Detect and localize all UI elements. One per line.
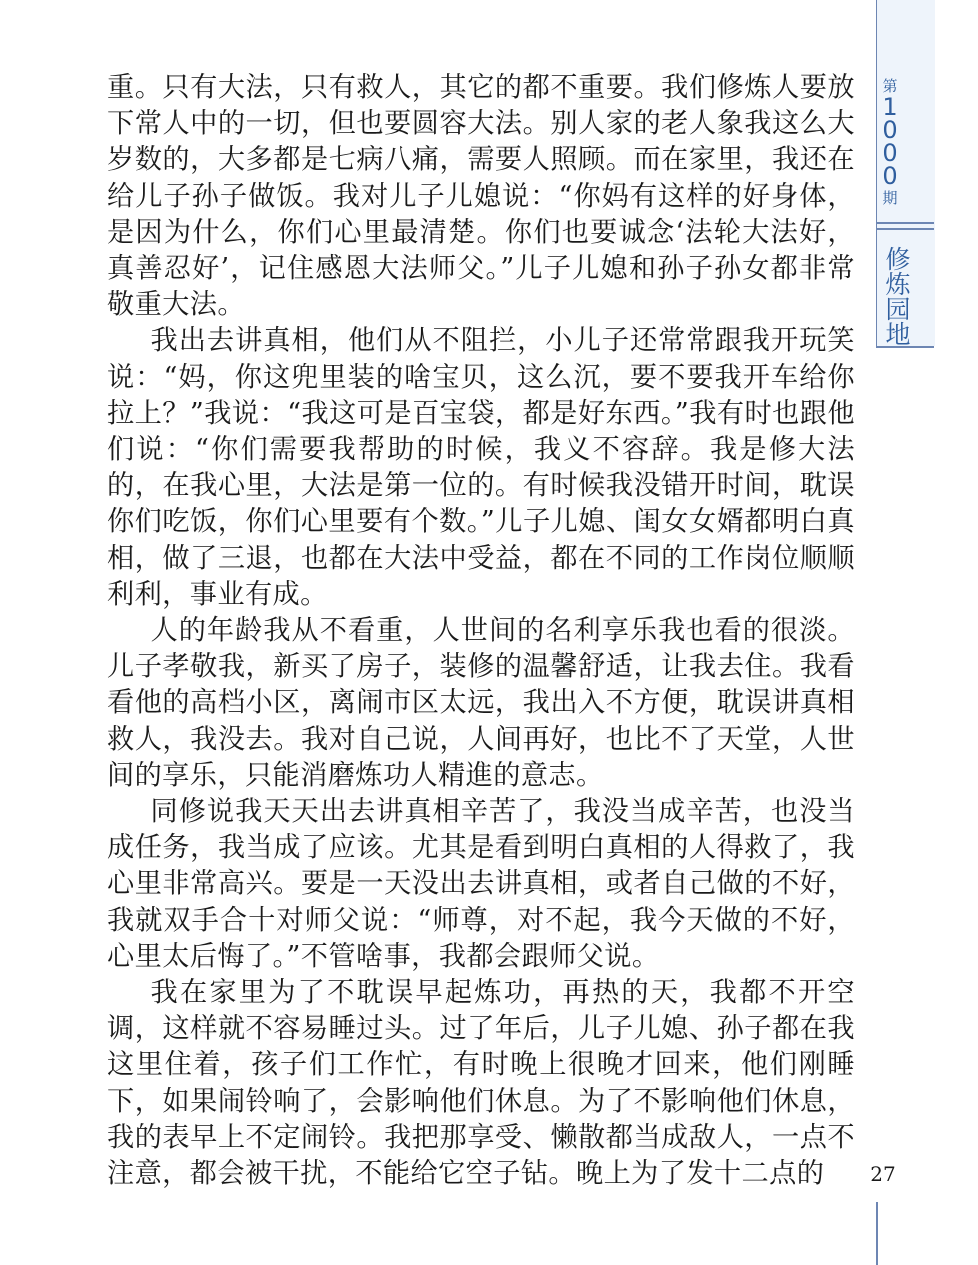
paragraph: 我出去讲真相，他们从不阻拦，小儿子还常常跟我开玩笑说：“妈，你这兜里装的啥宝贝，这么沉，要不要我开车给你拉上？”我说：“我这可是百宝袋，都是好东西。”我有时也跟他们说：“你们需要我帮助的时候，我义不容辞。我是修大法的，在我心里，大法是第一位的。有时候我没错开时间，耽误你们吃饭，你们心里要有个数。”儿子儿媳、闺女女婿都明白真相，做了三退，也都在大法中受益，都在不同的工作岗位顺顺利利，事业有成。 [107, 325, 855, 610]
paragraph: 同修说我天天出去讲真相辛苦了，我没当成辛苦，也没当成任务，我当成了应该。尤其是看到明白真相的人得救了，我心里非常高兴。要是一天没出去讲真相，或者自己做的不好，我就双手合十对师父说：“师尊，对不起，我今天做的不好，心里太后悔了。”不管啥事，我都会跟师父说。 [107, 796, 855, 972]
issue-digit: 0 [882, 116, 898, 144]
issue-digit: 0 [882, 139, 898, 167]
paragraph: 人的年龄我从不看重，人世间的名利享乐我也看的很淡。儿子孝敬我，新买了房子，装修的温馨舒适，让我去住。我看看他的高档小区，离闹市区太远，我出入不方便，耽误讲真相救人，我没去。我对自己说，人间再好，也比不了天堂，人世间的享乐，只能消磨炼功人精進的意志。 [107, 615, 855, 791]
section-title: 修炼园地 [882, 246, 911, 346]
side-band-bottom-rule [876, 346, 934, 348]
paragraph: 我在家里为了不耽误早起炼功，再热的天，我都不开空调，这样就不容易睡过头。过了年后，儿子儿媳、孙子都在我这里住着，孩子们工作忙，有时晚上很晚才回来，他们刚睡下，如果闹铃响了，会影响他们休息。为了不影响他们休息，我的表早上不定闹铃。我把那享受、懒散都当成敌人，一点不注意，都会被干扰，不能给它空子钻。晚上为了发十二点的 [107, 977, 855, 1190]
footer-rule [876, 1202, 878, 1265]
paragraph: 重。只有大法，只有救人，其它的都不重要。我们修炼人要放下常人中的一切，但也要圆容大法。别人家的老人象我这么大岁数的，大多都是七病八痛，需要人照顾。而在家里，我还在给儿子孙子做饭。我对儿子儿媳说：“你妈有这样的好身体，是因为什么，你们心里最清楚。你们也要诚念‘法轮大法好，真善忍好’，记住感恩大法师父。”儿子儿媳和孙子孙女都非常敬重大法。 [107, 72, 855, 321]
article-body [107, 70, 855, 1192]
issue-digit: 1 [882, 93, 898, 121]
page-number: 27 [870, 1162, 896, 1186]
issue-digit: 0 [882, 162, 898, 190]
issue-number-label [876, 76, 904, 208]
side-divider-rule [876, 228, 934, 230]
issue-suffix: 期 [882, 189, 898, 207]
side-divider-rule [876, 222, 934, 224]
issue-prefix: 第 [882, 77, 898, 95]
